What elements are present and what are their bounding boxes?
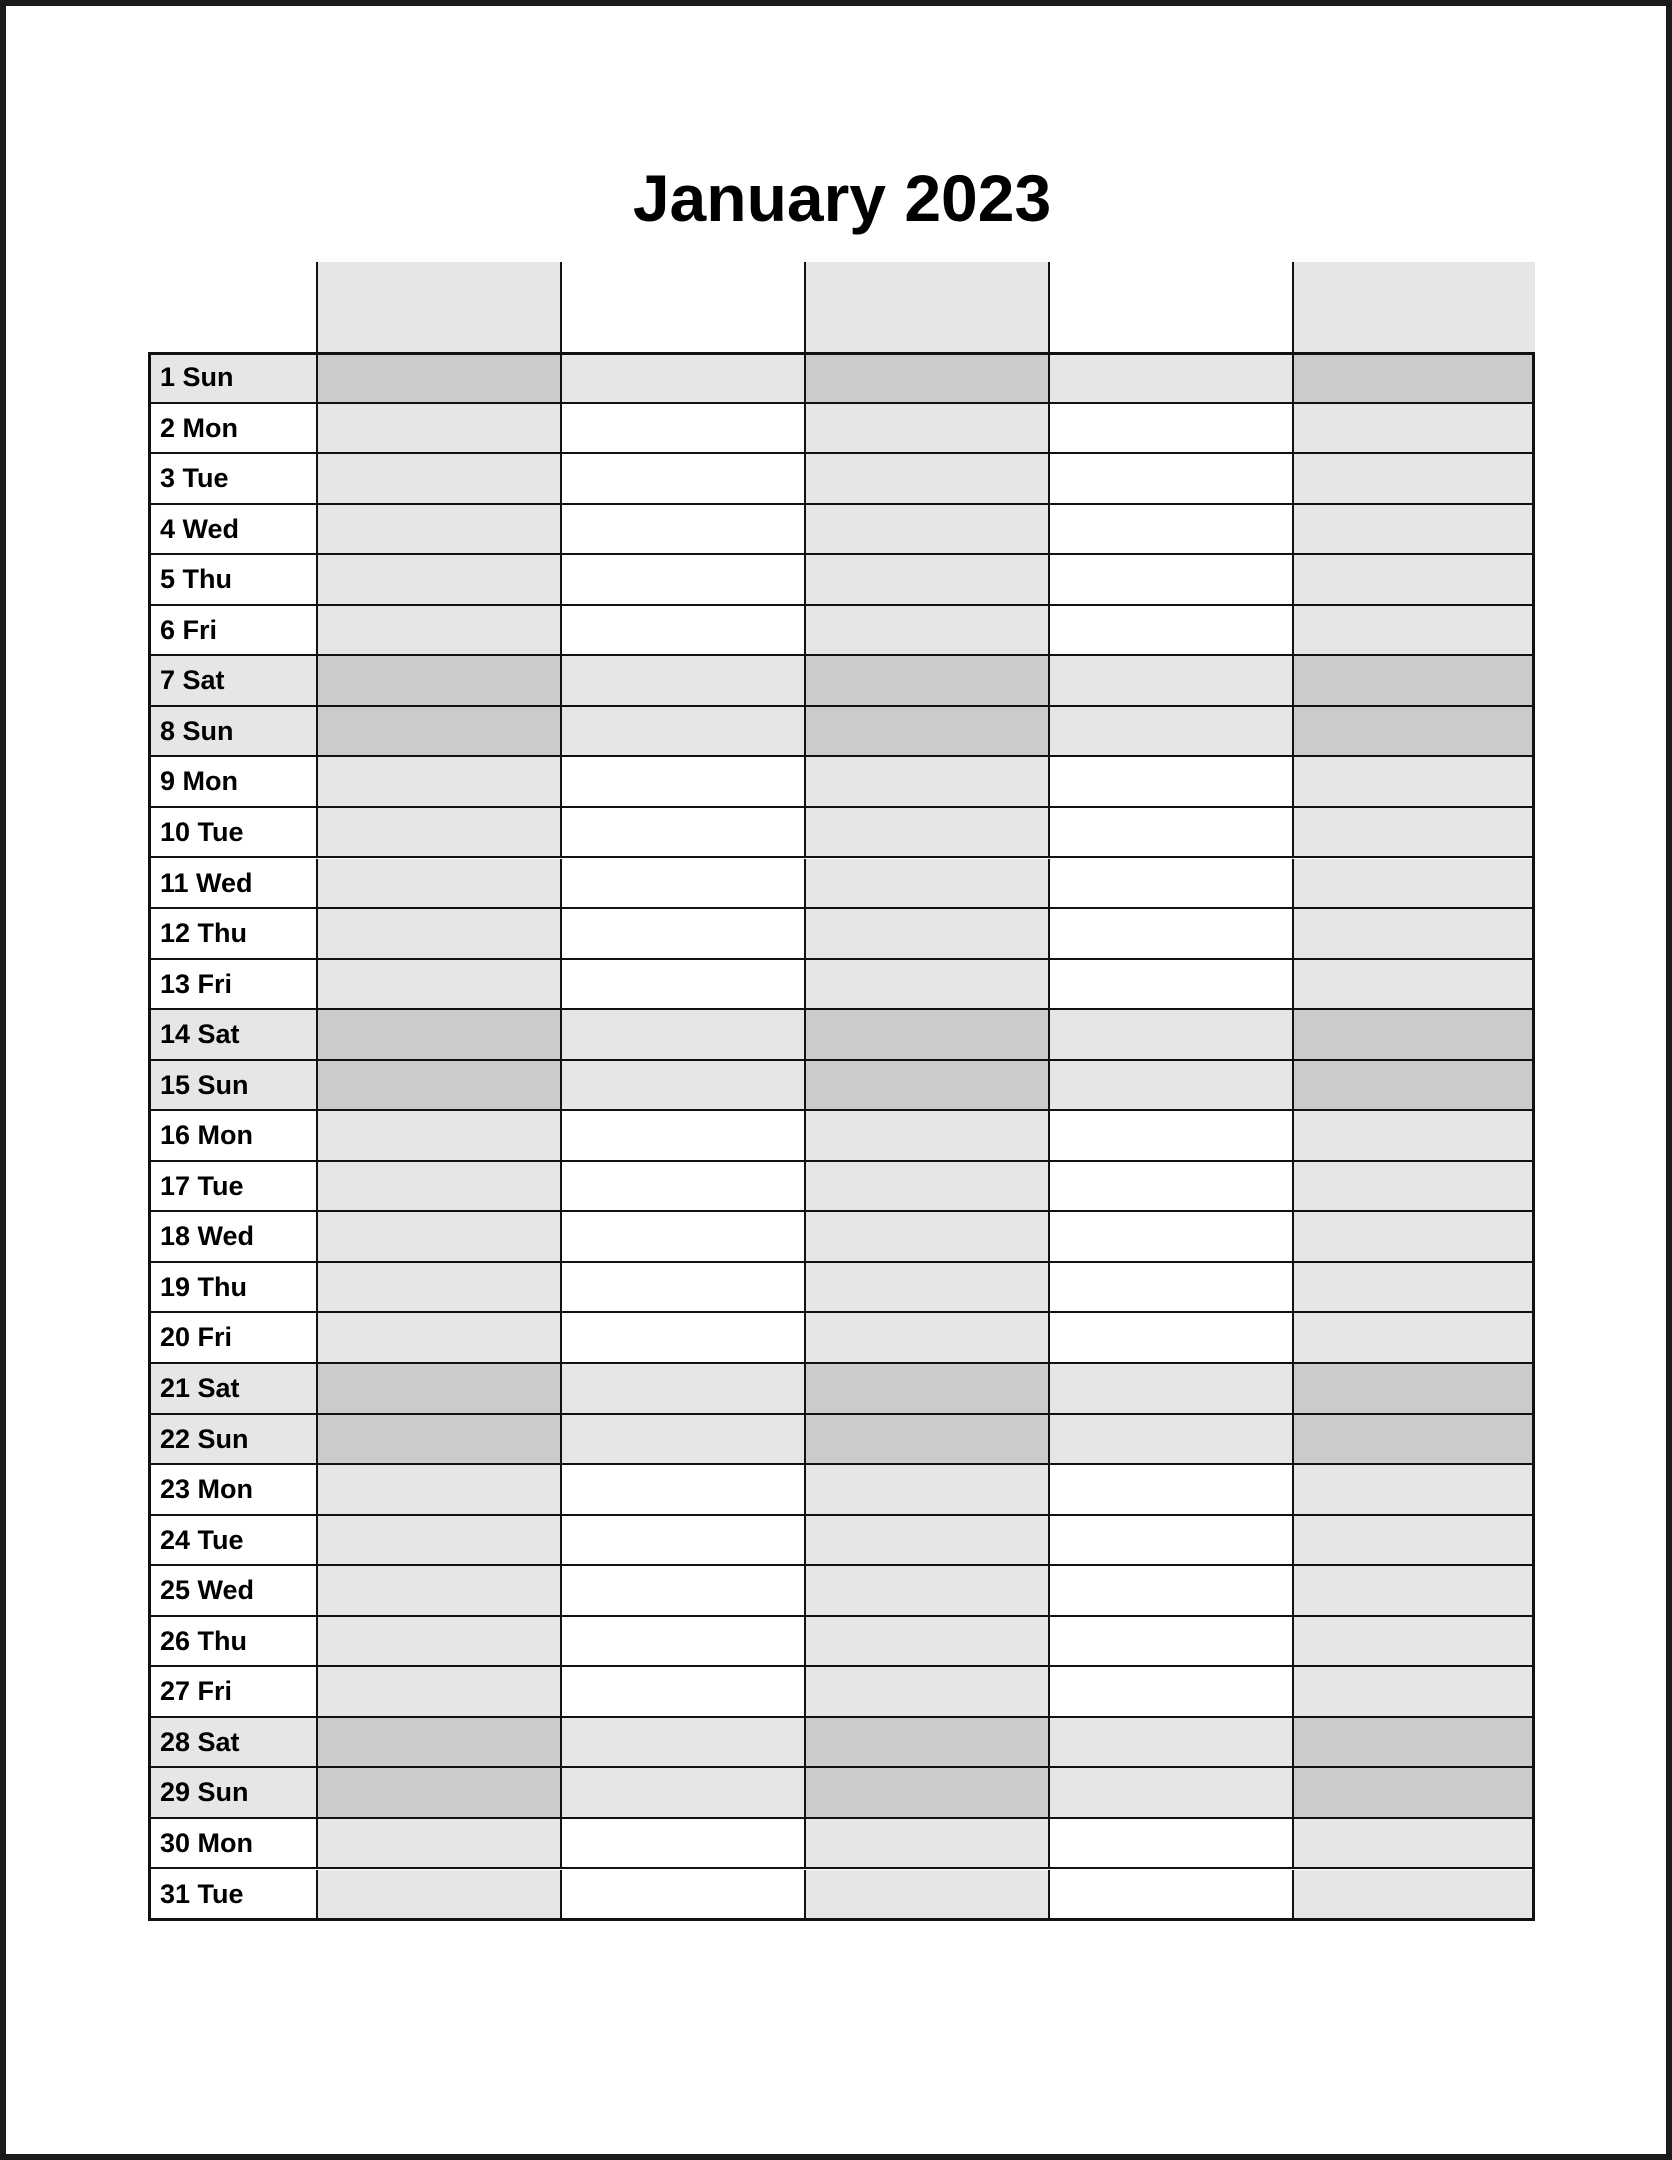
day-row — [148, 1465, 1535, 1516]
day-label: 1 Sun — [148, 353, 316, 404]
planner-cell-col-4[interactable] — [1048, 960, 1292, 1011]
planner-cell-col-1[interactable] — [316, 1010, 560, 1061]
day-label: 23 Mon — [148, 1465, 316, 1516]
planner-cell-col-1[interactable] — [316, 808, 560, 859]
planner-cell-col-4[interactable] — [1048, 1870, 1292, 1921]
planner-cell-col-3[interactable] — [804, 1516, 1048, 1567]
planner-cell-col-5[interactable] — [1292, 757, 1535, 808]
planner-cell-col-2[interactable] — [560, 1870, 804, 1921]
planner-cell-col-5[interactable] — [1292, 1061, 1535, 1112]
day-row — [148, 1566, 1535, 1617]
planner-cell-col-4[interactable] — [1048, 1415, 1292, 1466]
planner-cell-col-1[interactable] — [316, 1415, 560, 1466]
planner-cell-col-3[interactable] — [804, 1364, 1048, 1415]
planner-cell-col-4[interactable] — [1048, 1061, 1292, 1112]
planner-cell-col-4[interactable] — [1048, 1768, 1292, 1819]
day-row — [148, 1870, 1535, 1921]
day-label: 29 Sun — [148, 1768, 316, 1819]
planner-cell-col-3[interactable] — [804, 404, 1048, 455]
planner-cell-col-5[interactable] — [1292, 1111, 1535, 1162]
planner-cell-col-2[interactable] — [560, 454, 804, 505]
day-label: 14 Sat — [148, 1010, 316, 1061]
planner-cell-col-3[interactable] — [804, 1566, 1048, 1617]
planner-cell-col-5[interactable] — [1292, 353, 1535, 404]
planner-cell-col-1[interactable] — [316, 454, 560, 505]
header-cell-col-4 — [1048, 262, 1292, 353]
day-label: 30 Mon — [148, 1819, 316, 1870]
planner-cell-col-5[interactable] — [1292, 1212, 1535, 1263]
planner-cell-col-4[interactable] — [1048, 808, 1292, 859]
planner-cell-col-1[interactable] — [316, 1870, 560, 1921]
day-row — [148, 1768, 1535, 1819]
planner-cell-col-3[interactable] — [804, 353, 1048, 404]
planner-cell-col-2[interactable] — [560, 1061, 804, 1112]
planner-cell-col-4[interactable] — [1048, 1010, 1292, 1061]
planner-cell-col-1[interactable] — [316, 1566, 560, 1617]
day-row — [148, 1617, 1535, 1668]
planner-cell-col-3[interactable] — [804, 960, 1048, 1011]
planner-cell-col-1[interactable] — [316, 1516, 560, 1567]
day-row — [148, 656, 1535, 707]
planner-cell-col-2[interactable] — [560, 656, 804, 707]
planner-cell-col-2[interactable] — [560, 1667, 804, 1718]
planner-cell-col-3[interactable] — [804, 909, 1048, 960]
day-row — [148, 404, 1535, 455]
planner-cell-col-4[interactable] — [1048, 1364, 1292, 1415]
planner-cell-col-4[interactable] — [1048, 505, 1292, 556]
planner-cell-col-3[interactable] — [804, 859, 1048, 910]
day-label: 22 Sun — [148, 1415, 316, 1466]
planner-cell-col-2[interactable] — [560, 859, 804, 910]
day-row — [148, 1667, 1535, 1718]
day-label: 4 Wed — [148, 505, 316, 556]
day-label: 15 Sun — [148, 1061, 316, 1112]
day-label: 25 Wed — [148, 1566, 316, 1617]
planner-cell-col-4[interactable] — [1048, 1212, 1292, 1263]
day-label: 27 Fri — [148, 1667, 316, 1718]
planner-cell-col-5[interactable] — [1292, 1010, 1535, 1061]
day-row — [148, 353, 1535, 404]
planner-cell-col-2[interactable] — [560, 707, 804, 758]
day-row — [148, 1364, 1535, 1415]
planner-cell-col-3[interactable] — [804, 1313, 1048, 1364]
planner-cell-col-1[interactable] — [316, 757, 560, 808]
planner-cell-col-1[interactable] — [316, 555, 560, 606]
planner-cell-col-1[interactable] — [316, 1263, 560, 1314]
planner-cell-col-5[interactable] — [1292, 1415, 1535, 1466]
planner-cell-col-1[interactable] — [316, 1465, 560, 1516]
planner-cell-col-2[interactable] — [560, 1768, 804, 1819]
planner-cell-col-1[interactable] — [316, 404, 560, 455]
planner-cell-col-4[interactable] — [1048, 1516, 1292, 1567]
planner-cell-col-1[interactable] — [316, 1364, 560, 1415]
day-row — [148, 1212, 1535, 1263]
planner-cell-col-5[interactable] — [1292, 555, 1535, 606]
planner-cell-col-5[interactable] — [1292, 1819, 1535, 1870]
planner-cell-col-2[interactable] — [560, 1313, 804, 1364]
planner-cell-col-4[interactable] — [1048, 1313, 1292, 1364]
planner-cell-col-3[interactable] — [804, 757, 1048, 808]
planner-cell-col-5[interactable] — [1292, 1617, 1535, 1668]
day-label: 8 Sun — [148, 707, 316, 758]
planner-cell-col-2[interactable] — [560, 505, 804, 556]
day-row — [148, 808, 1535, 859]
day-label: 13 Fri — [148, 960, 316, 1011]
planner-cell-col-5[interactable] — [1292, 606, 1535, 657]
planner-cell-col-5[interactable] — [1292, 1667, 1535, 1718]
planner-cell-col-1[interactable] — [316, 1617, 560, 1668]
day-label: 31 Tue — [148, 1870, 316, 1921]
planner-cell-col-4[interactable] — [1048, 404, 1292, 455]
planner-cell-col-1[interactable] — [316, 1819, 560, 1870]
planner-cell-col-5[interactable] — [1292, 505, 1535, 556]
planner-cell-col-2[interactable] — [560, 960, 804, 1011]
planner-cell-col-1[interactable] — [316, 1718, 560, 1769]
planner-cell-col-1[interactable] — [316, 505, 560, 556]
planner-cell-col-2[interactable] — [560, 1111, 804, 1162]
planner-cell-col-5[interactable] — [1292, 1566, 1535, 1617]
planner-cell-col-5[interactable] — [1292, 1313, 1535, 1364]
day-row — [148, 707, 1535, 758]
planner-cell-col-4[interactable] — [1048, 555, 1292, 606]
planner-cell-col-2[interactable] — [560, 909, 804, 960]
planner-cell-col-3[interactable] — [804, 505, 1048, 556]
day-label: 6 Fri — [148, 606, 316, 657]
planner-cell-col-5[interactable] — [1292, 1465, 1535, 1516]
day-row — [148, 1263, 1535, 1314]
planner-cell-col-5[interactable] — [1292, 454, 1535, 505]
day-row — [148, 1819, 1535, 1870]
day-label: 5 Thu — [148, 555, 316, 606]
planner-cell-col-5[interactable] — [1292, 909, 1535, 960]
planner-cell-col-4[interactable] — [1048, 1162, 1292, 1213]
day-row — [148, 505, 1535, 556]
planner-cell-col-1[interactable] — [316, 1667, 560, 1718]
planner-cell-col-1[interactable] — [316, 606, 560, 657]
planner-cell-col-2[interactable] — [560, 1263, 804, 1314]
day-row — [148, 1061, 1535, 1112]
day-label: 20 Fri — [148, 1313, 316, 1364]
planner-cell-col-5[interactable] — [1292, 1870, 1535, 1921]
day-label: 19 Thu — [148, 1263, 316, 1314]
planner-cell-col-4[interactable] — [1048, 1667, 1292, 1718]
planner-cell-col-3[interactable] — [804, 1061, 1048, 1112]
planner-cell-col-2[interactable] — [560, 1162, 804, 1213]
planner-cell-col-4[interactable] — [1048, 859, 1292, 910]
planner-cell-col-4[interactable] — [1048, 1819, 1292, 1870]
planner-cell-col-5[interactable] — [1292, 656, 1535, 707]
planner-cell-col-2[interactable] — [560, 1212, 804, 1263]
day-row — [148, 757, 1535, 808]
planner-cell-col-1[interactable] — [316, 1162, 560, 1213]
day-label: 18 Wed — [148, 1212, 316, 1263]
day-label: 2 Mon — [148, 404, 316, 455]
planner-cell-col-2[interactable] — [560, 1465, 804, 1516]
planner-cell-col-5[interactable] — [1292, 404, 1535, 455]
header-cell-col-5 — [1292, 262, 1535, 353]
header-cell-col-1 — [316, 262, 560, 353]
planner-cell-col-1[interactable] — [316, 1111, 560, 1162]
planner-cell-col-5[interactable] — [1292, 1516, 1535, 1567]
planner-cell-col-2[interactable] — [560, 1415, 804, 1466]
planner-cell-col-4[interactable] — [1048, 1465, 1292, 1516]
planner-cell-col-5[interactable] — [1292, 808, 1535, 859]
planner-cell-col-2[interactable] — [560, 1516, 804, 1567]
day-label: 11 Wed — [148, 859, 316, 910]
planner-cell-col-5[interactable] — [1292, 1263, 1535, 1314]
planner-cell-col-2[interactable] — [560, 606, 804, 657]
day-row — [148, 1718, 1535, 1769]
planner-cell-col-5[interactable] — [1292, 1718, 1535, 1769]
planner-cell-col-4[interactable] — [1048, 606, 1292, 657]
header-cell-col-2 — [560, 262, 804, 353]
planner-cell-col-3[interactable] — [804, 1263, 1048, 1314]
header-cell-col-3 — [804, 262, 1048, 353]
planner-cell-col-3[interactable] — [804, 808, 1048, 859]
planner-cell-col-5[interactable] — [1292, 1768, 1535, 1819]
planner-cell-col-3[interactable] — [804, 1617, 1048, 1668]
planner-cell-col-3[interactable] — [804, 1718, 1048, 1769]
planner-grid — [148, 262, 1535, 1921]
planner-cell-col-3[interactable] — [804, 606, 1048, 657]
planner-cell-col-3[interactable] — [804, 1111, 1048, 1162]
planner-cell-col-3[interactable] — [804, 555, 1048, 606]
planner-cell-col-3[interactable] — [804, 1465, 1048, 1516]
planner-cell-col-2[interactable] — [560, 404, 804, 455]
planner-cell-col-1[interactable] — [316, 1768, 560, 1819]
day-row — [148, 1516, 1535, 1567]
planner-cell-col-1[interactable] — [316, 1212, 560, 1263]
day-row — [148, 454, 1535, 505]
planner-cell-col-2[interactable] — [560, 1010, 804, 1061]
planner-cell-col-3[interactable] — [804, 1667, 1048, 1718]
planner-cell-col-3[interactable] — [804, 707, 1048, 758]
planner-cell-col-4[interactable] — [1048, 656, 1292, 707]
planner-cell-col-3[interactable] — [804, 1010, 1048, 1061]
day-label: 21 Sat — [148, 1364, 316, 1415]
planner-cell-col-1[interactable] — [316, 909, 560, 960]
planner-cell-col-2[interactable] — [560, 1566, 804, 1617]
day-row — [148, 859, 1535, 910]
planner-cell-col-1[interactable] — [316, 1313, 560, 1364]
day-row — [148, 1111, 1535, 1162]
planner-cell-col-4[interactable] — [1048, 757, 1292, 808]
planner-cell-col-1[interactable] — [316, 1061, 560, 1112]
day-label: 9 Mon — [148, 757, 316, 808]
planner-cell-col-5[interactable] — [1292, 1364, 1535, 1415]
planner-cell-col-2[interactable] — [560, 1617, 804, 1668]
planner-cell-col-5[interactable] — [1292, 859, 1535, 910]
planner-cell-col-3[interactable] — [804, 1415, 1048, 1466]
planner-cell-col-4[interactable] — [1048, 454, 1292, 505]
planner-cell-col-1[interactable] — [316, 656, 560, 707]
planner-cell-col-3[interactable] — [804, 1212, 1048, 1263]
planner-cell-col-3[interactable] — [804, 1819, 1048, 1870]
planner-cell-col-4[interactable] — [1048, 353, 1292, 404]
page-title: January 2023 — [632, 161, 1052, 235]
planner-cell-col-4[interactable] — [1048, 1718, 1292, 1769]
planner-cell-col-1[interactable] — [316, 707, 560, 758]
day-row — [148, 1313, 1535, 1364]
planner-cell-col-4[interactable] — [1048, 1111, 1292, 1162]
day-label: 3 Tue — [148, 454, 316, 505]
planner-cell-col-2[interactable] — [560, 353, 804, 404]
day-label: 16 Mon — [148, 1111, 316, 1162]
planner-cell-col-2[interactable] — [560, 808, 804, 859]
day-row — [148, 909, 1535, 960]
day-label: 12 Thu — [148, 909, 316, 960]
day-row — [148, 1010, 1535, 1061]
planner-cell-col-1[interactable] — [316, 353, 560, 404]
planner-cell-col-2[interactable] — [560, 1364, 804, 1415]
day-row — [148, 960, 1535, 1011]
planner-cell-col-2[interactable] — [560, 757, 804, 808]
planner-cell-col-2[interactable] — [560, 1718, 804, 1769]
planner-cell-col-1[interactable] — [316, 859, 560, 910]
planner-cell-col-1[interactable] — [316, 960, 560, 1011]
day-row — [148, 1162, 1535, 1213]
planner-cell-col-5[interactable] — [1292, 1162, 1535, 1213]
day-label: 26 Thu — [148, 1617, 316, 1668]
planner-cell-col-4[interactable] — [1048, 1566, 1292, 1617]
planner-cell-col-5[interactable] — [1292, 960, 1535, 1011]
planner-cell-col-5[interactable] — [1292, 707, 1535, 758]
day-row — [148, 606, 1535, 657]
day-label: 17 Tue — [148, 1162, 316, 1213]
day-label: 28 Sat — [148, 1718, 316, 1769]
day-row — [148, 555, 1535, 606]
planner-cell-col-4[interactable] — [1048, 707, 1292, 758]
planner-cell-col-2[interactable] — [560, 1819, 804, 1870]
planner-cell-col-4[interactable] — [1048, 1263, 1292, 1314]
planner-cell-col-3[interactable] — [804, 454, 1048, 505]
planner-cell-col-2[interactable] — [560, 555, 804, 606]
day-label: 10 Tue — [148, 808, 316, 859]
day-label: 24 Tue — [148, 1516, 316, 1567]
planner-cell-col-3[interactable] — [804, 1162, 1048, 1213]
planner-cell-col-3[interactable] — [804, 1768, 1048, 1819]
planner-cell-col-3[interactable] — [804, 1870, 1048, 1921]
planner-cell-col-4[interactable] — [1048, 1617, 1292, 1668]
planner-cell-col-4[interactable] — [1048, 909, 1292, 960]
day-label: 7 Sat — [148, 656, 316, 707]
planner-cell-col-3[interactable] — [804, 656, 1048, 707]
day-row — [148, 1415, 1535, 1466]
